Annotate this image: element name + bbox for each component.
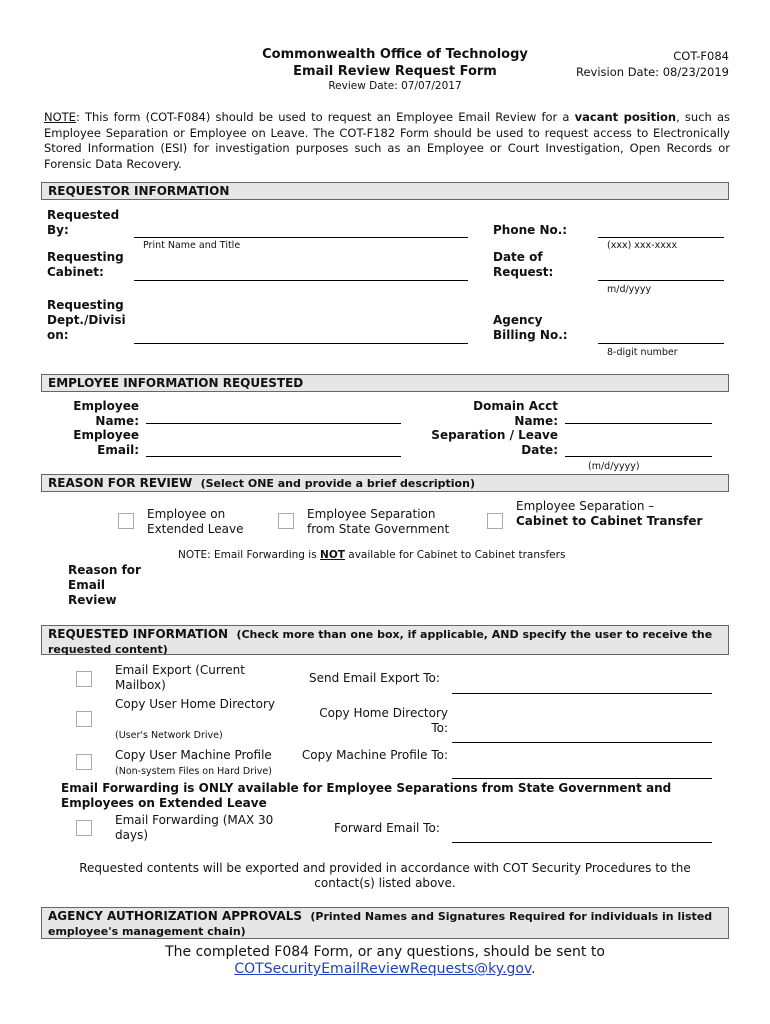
forward-email-field[interactable] bbox=[452, 842, 712, 843]
requested-info-heading-sub: (Check more than one box, if applicable, AND specify the user to receive the requested content) bbox=[48, 628, 713, 656]
forwarding-availability-note: Email Forwarding is ONLY available for Employee Separations from State Government and Employees on Extended Leave bbox=[61, 781, 672, 810]
requesting-cabinet-field[interactable] bbox=[134, 280, 468, 281]
phone-hint: (xxx) xxx-xxxx bbox=[607, 240, 678, 251]
forwarding-note-text: NOTE: Email Forwarding is bbox=[178, 549, 321, 561]
copy-machine-profile-label: Copy Machine Profile To: bbox=[301, 748, 448, 762]
revision-date: Revision Date: 08/23/2019 bbox=[575, 65, 729, 79]
cabinet-transfer-label bbox=[516, 499, 716, 529]
home-directory-label: Copy User Home Directory bbox=[115, 697, 275, 711]
billing-label: Agency Billing No.: bbox=[493, 313, 568, 342]
intro-note bbox=[44, 110, 730, 172]
requesting-cabinet-label: Requesting Cabinet: bbox=[47, 250, 124, 279]
cabinet-transfer-line1: Employee Separation – bbox=[516, 499, 655, 513]
print-name-hint: Print Name and Title bbox=[143, 240, 241, 251]
domain-acct-label: Domain Acct Name: bbox=[473, 399, 558, 428]
send-email-export-label: Send Email Export To: bbox=[309, 671, 440, 685]
requesting-dept-field[interactable] bbox=[134, 343, 468, 344]
footer-email-row bbox=[60, 961, 710, 978]
cabinet-transfer-bold: Cabinet to Cabinet Transfer bbox=[516, 514, 703, 528]
requested-by-field[interactable] bbox=[134, 237, 468, 238]
note-label: NOTE bbox=[44, 110, 76, 124]
separation-date-label: Separation / Leave Date: bbox=[431, 428, 558, 457]
footer-period: . bbox=[531, 961, 536, 977]
separation-state-checkbox[interactable] bbox=[278, 513, 294, 529]
extended-leave-checkbox[interactable] bbox=[118, 513, 134, 529]
phone-field[interactable] bbox=[598, 237, 724, 238]
footer-email-link[interactable]: COTSecurityEmailReviewRequests@ky.gov bbox=[234, 961, 532, 977]
approvals-heading-sub: (Printed Names and Signatures Required for individuals in listed employee's management chain) bbox=[48, 910, 713, 938]
send-email-export-field[interactable] bbox=[452, 693, 712, 694]
reason-heading-sub: (Select ONE and provide a brief description) bbox=[200, 477, 475, 490]
forwarding-note-text-2: available for Cabinet to Cabinet transfers bbox=[344, 549, 566, 561]
email-export-checkbox[interactable] bbox=[76, 671, 92, 687]
separation-date-field[interactable] bbox=[565, 456, 712, 457]
form-title: Email Review Request Form bbox=[293, 64, 497, 79]
note-text-2: , such as Employee Separation or Employee on Leave. The COT-F182 Form should be used to request access to Electronically Stored Information (ESI) for investigation purposes such as an Employee or Court Investigation, Open Records or Forensic Data Recovery. bbox=[44, 110, 730, 171]
employee-section-header: EMPLOYEE INFORMATION REQUESTED bbox=[41, 374, 729, 392]
export-policy-note: Requested contents will be exported and provided in accordance with COT Security Procedures to the contact(s) listed above. bbox=[79, 861, 691, 890]
separation-state-label: Employee Separation from State Government bbox=[307, 507, 450, 536]
separation-date-hint: (m/d/yyyy) bbox=[588, 461, 640, 472]
requested-info-section-header bbox=[41, 625, 729, 655]
reason-heading: REASON FOR REVIEW bbox=[48, 476, 193, 490]
home-directory-checkbox[interactable] bbox=[76, 711, 92, 727]
note-text-1: : This form (COT-F084) should be used to request an Employee Email Review for a bbox=[75, 110, 575, 124]
approvals-heading: AGENCY AUTHORIZATION APPROVALS bbox=[48, 909, 303, 923]
email-forwarding-checkbox[interactable] bbox=[76, 820, 92, 836]
reason-description-field[interactable] bbox=[150, 566, 725, 610]
copy-home-directory-label: Copy Home Directory To: bbox=[319, 706, 448, 735]
extended-leave-label: Employee on Extended Leave bbox=[147, 507, 244, 536]
date-hint: m/d/yyyy bbox=[607, 284, 652, 295]
forwarding-note bbox=[178, 549, 565, 561]
review-date: Review Date: 07/07/2017 bbox=[328, 80, 462, 92]
email-export-label: Email Export (Current Mailbox) bbox=[115, 663, 245, 692]
phone-label: Phone No.: bbox=[493, 223, 568, 237]
machine-profile-label: Copy User Machine Profile bbox=[115, 748, 272, 762]
requested-info-heading: REQUESTED INFORMATION bbox=[48, 627, 229, 641]
cabinet-transfer-checkbox[interactable] bbox=[487, 513, 503, 529]
requested-by-label: Requested By: bbox=[47, 208, 120, 237]
org-name: Commonwealth Office of Technology bbox=[262, 47, 528, 62]
forward-email-label: Forward Email To: bbox=[334, 821, 440, 835]
employee-name-label: Employee Name: bbox=[73, 399, 139, 428]
note-bold: vacant position bbox=[574, 110, 677, 124]
copy-machine-profile-field[interactable] bbox=[452, 778, 712, 779]
date-of-request-field[interactable] bbox=[598, 280, 724, 281]
approvals-section-header bbox=[41, 907, 729, 939]
employee-email-field[interactable] bbox=[146, 456, 401, 457]
email-forwarding-label: Email Forwarding (MAX 30 days) bbox=[115, 813, 274, 842]
machine-profile-hint: (Non-system Files on Hard Drive) bbox=[115, 766, 272, 777]
form-number: COT-F084 bbox=[673, 49, 729, 63]
requestor-section-header: REQUESTOR INFORMATION bbox=[41, 182, 729, 200]
employee-email-label: Employee Email: bbox=[73, 428, 139, 457]
machine-profile-checkbox[interactable] bbox=[76, 754, 92, 770]
home-directory-hint: (User's Network Drive) bbox=[115, 730, 223, 741]
forwarding-note-not: NOT bbox=[320, 549, 345, 561]
requesting-dept-label: Requesting Dept./Division: bbox=[47, 298, 126, 342]
reason-label: Reason for Email Review bbox=[68, 563, 141, 607]
billing-hint: 8-digit number bbox=[607, 347, 678, 358]
date-of-request-label: Date of Request: bbox=[493, 250, 554, 279]
reason-section-header bbox=[41, 474, 729, 492]
employee-name-field[interactable] bbox=[146, 423, 401, 424]
domain-acct-field[interactable] bbox=[565, 423, 712, 424]
billing-field[interactable] bbox=[598, 343, 724, 344]
copy-home-directory-field[interactable] bbox=[452, 742, 712, 743]
footer-text: The completed F084 Form, or any questions, should be sent to bbox=[165, 944, 605, 960]
